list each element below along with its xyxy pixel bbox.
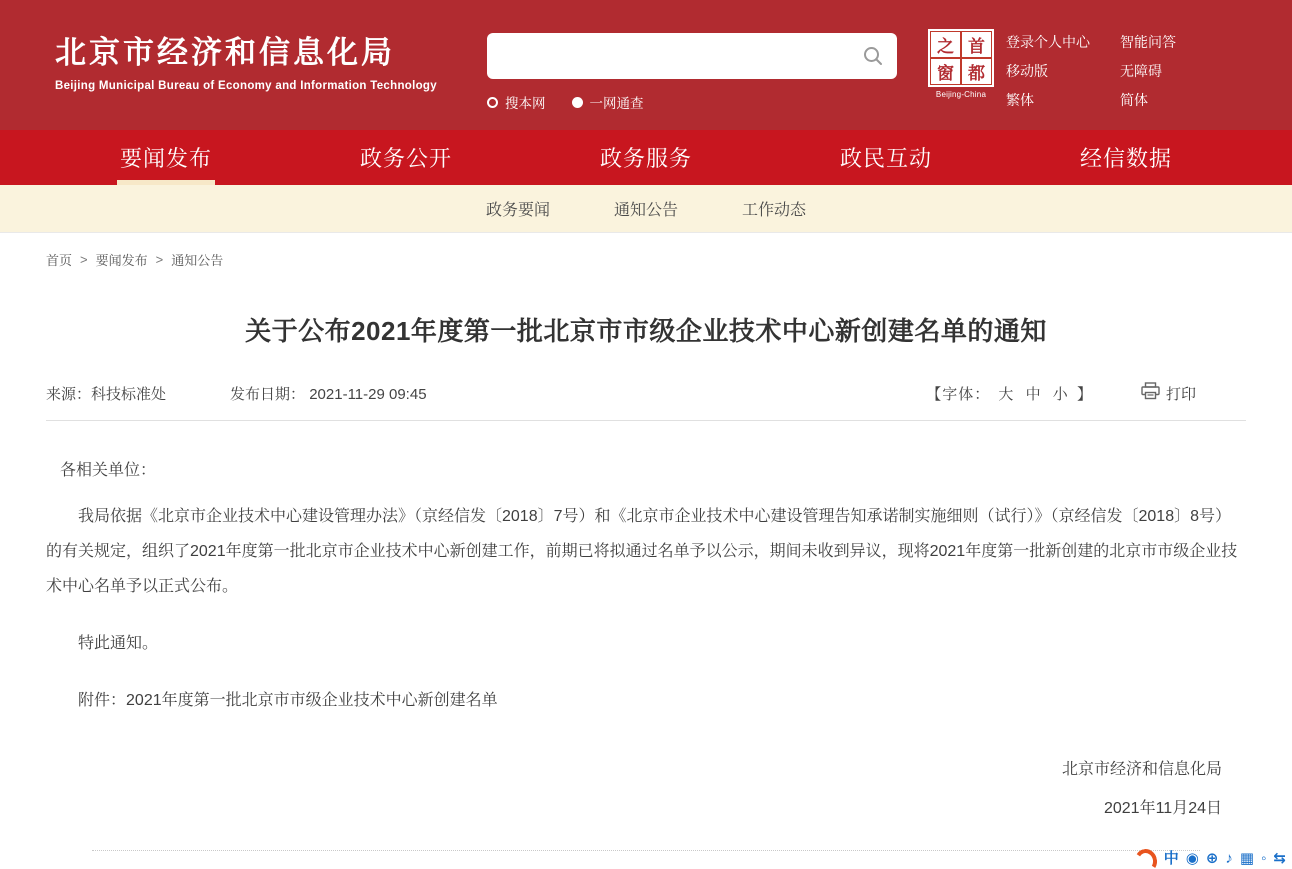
arrows-icon[interactable]: ⇆ [1273, 850, 1286, 867]
capital-window-seal[interactable] [928, 29, 994, 99]
meta-right [926, 382, 1246, 404]
signature-org: 北京市经济和信息化局 [1061, 761, 1222, 778]
radio-solid-icon [572, 97, 583, 108]
subnav-item-notices[interactable]: 通知公告 [613, 202, 678, 219]
scope-option-site-label: 搜本网 [505, 96, 546, 111]
site-header [0, 0, 1292, 130]
print-label: 打印 [1165, 385, 1196, 403]
signature-date: 2021年11月24日 [1103, 800, 1222, 817]
scope-option-network[interactable] [572, 92, 644, 112]
globe-icon[interactable]: ⊕ [1205, 850, 1219, 867]
main-nav [0, 130, 1292, 185]
source-value: 科技标准处 [91, 385, 167, 403]
paragraph-main: 我局依据《北京市企业技术中心建设管理办法》（京经信发〔2018〕7号）和《北京市企业技术中心建设管理告知承诺制实施细则（试行）》（京经信发〔2018〕8号）的有关规定，组织了2021年度第一批北京市企业技术中心新创建工作，前期已将拟通过名单予以公示，期间未收到异议，现将2021年度第一批新创建的北京市市级企业技术中心名单予以正式公布。 [46, 508, 1238, 595]
link-accessibility[interactable]: 无障碍 [1120, 63, 1162, 79]
share-icon[interactable] [1132, 847, 1159, 869]
font-size-large-button[interactable]: 大 [998, 385, 1015, 403]
attachment-label: 附件： [78, 692, 127, 709]
chinese-language-icon[interactable]: 中 [1163, 850, 1179, 867]
quick-links [1006, 32, 1176, 110]
nav-item-government-services[interactable]: 政务服务 [599, 146, 692, 171]
font-size-control [926, 383, 1093, 404]
date-value: 2021-11-29 09:45 [309, 385, 427, 403]
search-input[interactable] [487, 33, 897, 79]
seal-char: 首 [961, 31, 992, 58]
link-smart-qa[interactable]: 智能问答 [1120, 34, 1176, 50]
paragraph-notice: 特此通知。 [78, 635, 159, 652]
article-body [46, 453, 1246, 718]
keyboard-icon[interactable]: ▦ [1239, 850, 1255, 867]
salutation: 各相关单位： [60, 462, 157, 479]
source-label: 来源： [46, 385, 92, 403]
font-size-suffix: 】 [1076, 385, 1093, 403]
link-simplified-chinese[interactable]: 简体 [1120, 92, 1148, 108]
site-title: 北京市经济和信息化局 [55, 35, 395, 70]
voice-reader-icon[interactable]: ♪ [1225, 850, 1233, 867]
search-scope [487, 92, 897, 112]
seal-char: 都 [961, 58, 992, 85]
signature-block [46, 756, 1246, 818]
breadcrumb-news-release[interactable]: 要闻发布 [95, 253, 148, 268]
floating-toolbar [1135, 849, 1286, 869]
site-title-en: Beijing Municipal Bureau of Economy and Information Technology [55, 80, 437, 92]
search-area [487, 33, 897, 112]
seal-char: 窗 [930, 58, 961, 85]
seal-caption: Beijing-China [935, 90, 987, 99]
font-size-small-button[interactable]: 小 [1052, 385, 1069, 403]
nav-item-news-release[interactable]: 要闻发布 [46, 130, 286, 185]
scope-option-network-label: 一网通查 [589, 96, 644, 111]
bottom-dotted-divider [92, 850, 1200, 851]
breadcrumb-separator: > [80, 252, 88, 267]
article-title: 关于公布2021年度第一批北京市市级企业技术中心新创建名单的通知 [245, 316, 1047, 346]
scope-option-site[interactable] [487, 92, 546, 112]
search-icon[interactable] [861, 44, 885, 73]
nav-item-public-interaction[interactable]: 政民互动 [839, 146, 932, 171]
font-size-prefix: 【字体： [926, 385, 991, 403]
date-label: 发布日期： [230, 385, 306, 403]
breadcrumb-notices[interactable]: 通知公告 [171, 253, 224, 268]
radio-ring-icon [487, 97, 498, 108]
meta-left [46, 383, 427, 404]
subnav-item-work-updates[interactable]: 工作动态 [742, 202, 807, 219]
breadcrumb-home[interactable]: 首页 [46, 253, 73, 268]
print-button[interactable] [1141, 382, 1196, 404]
seal-char: 之 [930, 31, 961, 58]
nav-item-government-disclosure[interactable]: 政务公开 [359, 146, 452, 171]
printer-icon [1141, 382, 1160, 404]
sub-nav [0, 185, 1292, 233]
attachment-line [46, 683, 1246, 718]
meta-divider [46, 420, 1246, 421]
pointer-icon[interactable]: ◦ [1261, 850, 1267, 867]
breadcrumb [0, 233, 1292, 269]
article [46, 311, 1246, 851]
article-meta [46, 382, 1246, 404]
link-traditional-chinese[interactable]: 繁体 [1006, 92, 1034, 108]
link-login-personal-center[interactable]: 登录个人中心 [1006, 34, 1090, 50]
attachment-link[interactable]: 2021年度第一批北京市市级企业技术中心新创建名单 [126, 692, 498, 709]
link-mobile-version[interactable]: 移动版 [1006, 63, 1048, 79]
publish-date [230, 383, 427, 404]
subnav-item-government-news[interactable]: 政务要闻 [485, 202, 550, 219]
search-box [487, 33, 897, 79]
font-size-medium-button[interactable]: 中 [1025, 385, 1042, 403]
site-brand [55, 27, 437, 92]
nav-item-industry-data[interactable]: 经信数据 [1079, 146, 1172, 171]
user-icon[interactable]: ◉ [1185, 850, 1199, 867]
seal-logo-icon [928, 29, 994, 87]
breadcrumb-separator: > [155, 252, 164, 267]
